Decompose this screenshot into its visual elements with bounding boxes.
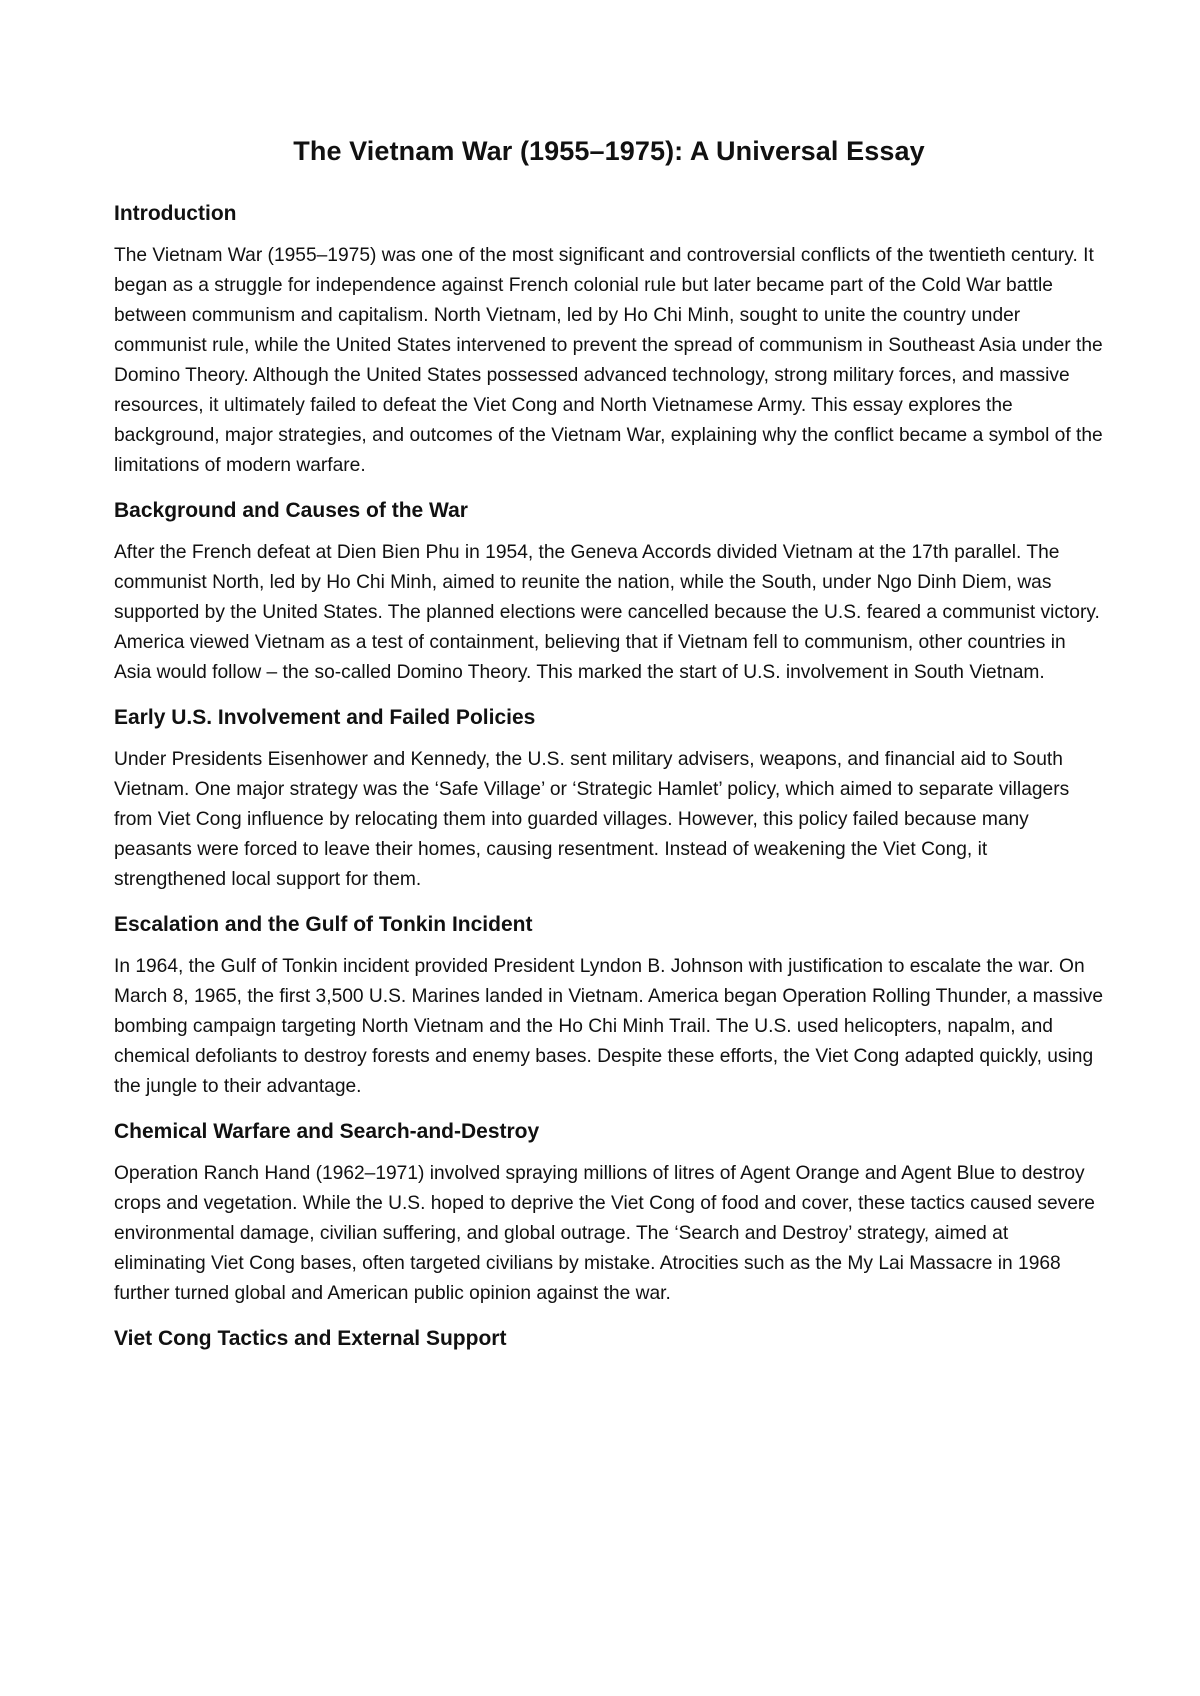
section-paragraph: In 1964, the Gulf of Tonkin incident provided President Lyndon B. Johnson with justification to escalate the war. On March 8, 1965, the first 3,500 U.S. Marines landed in Vietnam. America began Operation Rolling Thunder, a massive bombing campaign targeting North Vietnam and the Ho Chi Minh Trail. The U.S. used helicopters, napalm, and chemical defoliants to destroy forests and enemy bases. Despite these efforts, the Viet Cong adapted quickly, using the jungle to their advantage. xyxy=(114,956,1104,1097)
section-paragraph: Under Presidents Eisenhower and Kennedy, the U.S. sent military advisers, weapons, and financial aid to South Vietnam. One major strategy was the ‘Safe Village’ or ‘Strategic Hamlet’ policy, which aimed to separate villagers from Viet Cong influence by relocating them into guarded villages. However, this policy failed because many peasants were forced to leave their homes, causing resentment. Instead of weakening the Viet Cong, it strengthened local support for them. xyxy=(114,749,1070,890)
section-heading: Viet Cong Tactics and External Support xyxy=(114,1327,507,1350)
document-sections xyxy=(114,199,1104,1369)
section-paragraph: Operation Ranch Hand (1962–1971) involved spraying millions of litres of Agent Orange and Agent Blue to destroy crops and vegetation. While the U.S. hoped to deprive the Viet Cong of food and cover, these tactics caused severe environmental damage, civilian suffering, and global outrage. The ‘Search and Destroy’ strategy, aimed at eliminating Viet Cong bases, often targeted civilians by mistake. Atrocities such as the My Lai Massacre in 1968 further turned global and American public opinion against the war. xyxy=(114,1163,1095,1304)
section-heading: Chemical Warfare and Search-and-Destroy xyxy=(114,1120,540,1143)
section-heading: Introduction xyxy=(114,202,237,225)
section-background xyxy=(114,496,1104,688)
section-viet-cong-tactics xyxy=(114,1324,1104,1354)
section-escalation xyxy=(114,910,1104,1102)
section-paragraph: The Vietnam War (1955–1975) was one of the most significant and controversial conflicts of the twentieth century. It began as a struggle for independence against French colonial rule but later became part of the Cold War battle between communism and capitalism. North Vietnam, led by Ho Chi Minh, sought to unite the country under communist rule, while the United States intervened to prevent the spread of communism in Southeast Asia under the Domino Theory. Although the United States possessed advanced technology, strong military forces, and massive resources, it ultimately failed to defeat the Viet Cong and North Vietnamese Army. This essay explores the background, major strategies, and outcomes of the Vietnam War, explaining why the conflict became a symbol of the limitations of modern warfare. xyxy=(114,245,1103,476)
section-heading: Escalation and the Gulf of Tonkin Incident xyxy=(114,913,533,936)
section-early-involvement xyxy=(114,703,1104,895)
section-heading: Early U.S. Involvement and Failed Policies xyxy=(114,706,536,729)
section-introduction xyxy=(114,199,1104,481)
document-title: The Vietnam War (1955–1975): A Universal Essay xyxy=(293,136,925,167)
section-heading: Background and Causes of the War xyxy=(114,499,468,522)
section-chemical-warfare xyxy=(114,1117,1104,1309)
section-paragraph: After the French defeat at Dien Bien Phu in 1954, the Geneva Accords divided Vietnam at the 17th parallel. The communist North, led by Ho Chi Minh, aimed to reunite the nation, while the South, under Ngo Dinh Diem, was supported by the United States. The planned elections were cancelled because the U.S. feared a communist victory. America viewed Vietnam as a test of containment, believing that if Vietnam fell to communism, other countries in Asia would follow – the so-called Domino Theory. This marked the start of U.S. involvement in South Vietnam. xyxy=(114,542,1100,683)
